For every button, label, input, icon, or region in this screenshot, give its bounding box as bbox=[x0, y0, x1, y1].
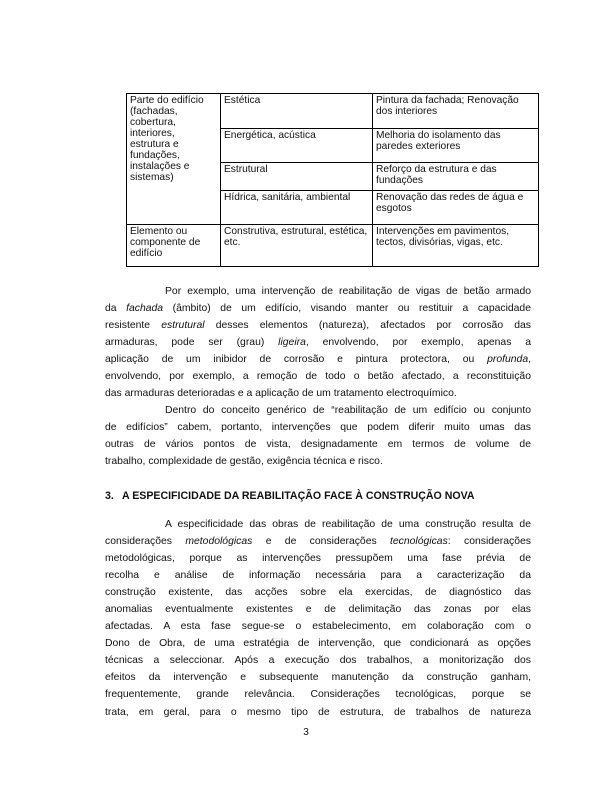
table-cell-nature: Energética, acústica bbox=[221, 129, 373, 163]
text-line: Dentro do conceito genérico de “reabilitação de um edifício ou conjunto bbox=[165, 405, 531, 416]
table-cell-scope: Elemento ou componente de edifício bbox=[127, 225, 221, 267]
text-line: trata, em geral, para o mesmo tipo de estrutura, de trabalhos de natureza bbox=[105, 706, 531, 718]
text-line: A especificidade das obras de reabilitação de uma construção resulta de bbox=[165, 519, 531, 530]
text-line: efeitos da intervenção e subsequente manutenção da construção ganham, bbox=[105, 672, 531, 684]
text-line: metodológicas, porque as intervenções pressupõem uma fase prévia de bbox=[105, 553, 531, 565]
text-line: Por exemplo, uma intervenção de reabilitação de vigas de betão armado bbox=[165, 286, 531, 297]
table-cell-example: Intervenções em pavimentos, tectos, divisórias, vigas, etc. bbox=[373, 225, 539, 267]
rehabilitation-classification-table bbox=[126, 93, 539, 267]
text-line: de edifícios” cabem, portanto, intervenções que podem diferir muito umas das bbox=[105, 422, 531, 434]
section-heading bbox=[105, 490, 535, 502]
text-line: afectadas. A esta fase segue-se o estabelecimento, em colaboração com o bbox=[105, 621, 531, 633]
text-line: resistente estrutural desses elementos (natureza), afectados por corrosão das bbox=[105, 320, 532, 332]
text-line: recolha e análise de informação necessária para a caracterização da bbox=[105, 570, 531, 582]
table-cell-example: Renovação das redes de água e esgotos bbox=[373, 191, 539, 225]
table-cell-example: Pintura da fachada; Renovação dos interiores bbox=[373, 94, 539, 129]
text-line: da fachada (âmbito) de um edifício, visando manter ou restituir a capacidade bbox=[105, 303, 531, 315]
text-line: construção existente, das acções sobre ela exercidas, de diagnóstico das bbox=[105, 587, 531, 599]
text-line: envolvendo, por exemplo, a remoção de todo o betão afectado, a reconstituição bbox=[105, 371, 531, 383]
paragraph-concept bbox=[105, 402, 531, 470]
section-number: 3. bbox=[105, 490, 114, 502]
table-cell-scope: Parte do edifício (fachadas, cobertura, interiores, estrutura e fundações, instalações e sistemas) bbox=[127, 94, 221, 225]
text-line: frequentemente, grande relevância. Considerações tecnológicas, porque se bbox=[105, 689, 531, 701]
text-line: outras de vários pontos de vista, designadamente em termos de volume de bbox=[105, 439, 531, 451]
table-row bbox=[127, 225, 539, 267]
page-number: 3 bbox=[303, 727, 309, 738]
text-line: considerações metodológicas e de considerações tecnológicas: considerações bbox=[105, 536, 531, 548]
table-cell-example: Reforço da estrutura e das fundações bbox=[373, 163, 539, 191]
text-line: técnicas a seleccionar. Após a execução dos trabalhos, a monitorização dos bbox=[105, 655, 531, 667]
text-line: aplicação de um inibidor de corrosão e pintura protectora, ou profunda, bbox=[105, 354, 531, 366]
table-cell-nature: Estrutural bbox=[221, 163, 373, 191]
table-cell-nature: Hídrica, sanitária, ambiental bbox=[221, 191, 373, 225]
table-row bbox=[127, 94, 539, 129]
paragraph-example bbox=[105, 283, 531, 402]
text-line: Dono de Obra, de uma estratégia de intervenção, que condicionará as opções bbox=[105, 638, 531, 650]
table-cell-nature: Construtiva, estrutural, estética, etc. bbox=[221, 225, 373, 267]
paragraph-specificity bbox=[105, 516, 531, 721]
text-line: armaduras, pode ser (grau) ligeira, envolvendo, por exemplo, apenas a bbox=[105, 337, 531, 349]
text-line: anomalias eventualmente existentes e de delimitação das zonas por elas bbox=[105, 604, 531, 616]
table-cell-example: Melhoria do isolamento das paredes exteriores bbox=[373, 129, 539, 163]
text-line: das armaduras deterioradas e a aplicação de um tratamento electroquímico. bbox=[105, 388, 457, 400]
table-cell-nature: Estética bbox=[221, 94, 373, 129]
section-title: A ESPECIFICIDADE DA REABILITAÇÃO FACE À CONSTRUÇÃO NOVA bbox=[122, 490, 475, 502]
text-line: trabalho, complexidade de gestão, exigência técnica e risco. bbox=[105, 456, 383, 468]
